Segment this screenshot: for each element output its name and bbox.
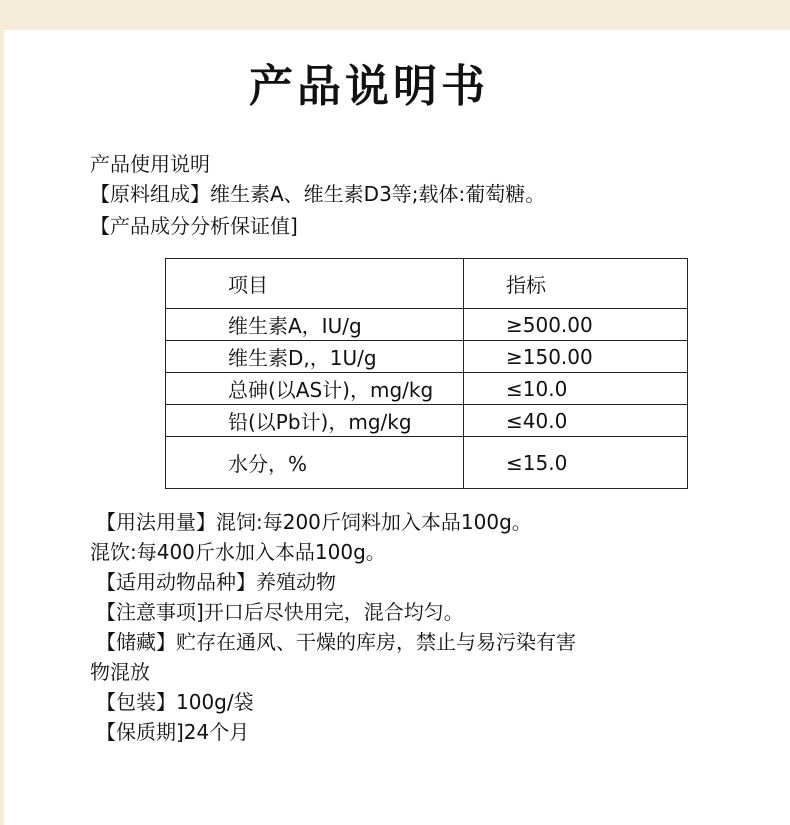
page-title: 产品说明书 bbox=[249, 61, 489, 112]
row-value: ≤15.0 bbox=[464, 437, 688, 489]
table-row bbox=[166, 437, 688, 489]
row-value: ≥500.00 bbox=[464, 309, 688, 341]
row-value: ≥150.00 bbox=[464, 341, 688, 373]
notes-line: 【注意事项]开口后尽快用完，混合均匀。 bbox=[96, 600, 464, 624]
row-item: 总砷(以AS计)，mg/kg bbox=[166, 373, 464, 405]
analysis-heading: 【产品成分分析保证值] bbox=[90, 214, 298, 238]
table-row bbox=[166, 309, 688, 341]
usage-line-1: 【用法用量】混饲:每200斤饲料加入本品100g。 bbox=[96, 510, 532, 534]
composition-line: 【原料组成】维生素A、维生素D3等;载体:葡萄糖。 bbox=[90, 182, 546, 206]
storage-line-2: 物混放 bbox=[90, 660, 150, 684]
storage-line-1: 【储藏】贮存在通风、干燥的库房，禁止与易污染有害 bbox=[96, 630, 576, 654]
table-row bbox=[166, 373, 688, 405]
row-item: 维生素D,，1U/g bbox=[166, 341, 464, 373]
spec-table bbox=[165, 258, 688, 489]
package-line: 【包装】100g/袋 bbox=[96, 690, 254, 714]
row-item: 水分，% bbox=[166, 437, 464, 489]
species-line: 【适用动物品种】养殖动物 bbox=[96, 570, 336, 594]
table-row bbox=[166, 405, 688, 437]
row-value: ≤10.0 bbox=[464, 373, 688, 405]
header-spec: 指标 bbox=[464, 259, 688, 309]
table-header-row bbox=[166, 259, 688, 309]
table-row bbox=[166, 341, 688, 373]
shelf-life-line: 【保质期]24个月 bbox=[96, 720, 250, 744]
usage-line-2: 混饮:每400斤水加入本品100g。 bbox=[90, 540, 386, 564]
row-item: 维生素A，IU/g bbox=[166, 309, 464, 341]
header-item: 项目 bbox=[166, 259, 464, 309]
row-value: ≤40.0 bbox=[464, 405, 688, 437]
intro-heading: 产品使用说明 bbox=[90, 152, 210, 176]
instruction-sheet bbox=[4, 30, 790, 825]
row-item: 铅(以Pb计)，mg/kg bbox=[166, 405, 464, 437]
